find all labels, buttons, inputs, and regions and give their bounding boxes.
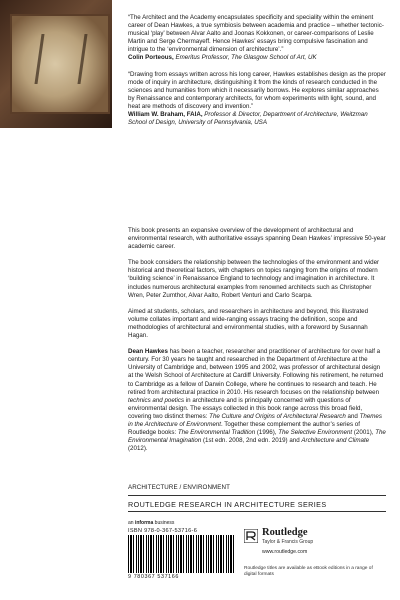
divider-bottom <box>128 511 386 512</box>
bio-text: (2001), <box>352 429 376 437</box>
routledge-logo-icon <box>244 529 258 543</box>
bio-italic: technics and poetics <box>128 396 185 404</box>
description-p3: Aimed at students, scholars, and researchers in architecture and beyond, this illustrated volume collates important and wide-ranging essays tracing the definition, scope and methodologies of architectural and environmental studies, with a foreword by Susannah Hagan. <box>128 307 369 340</box>
isbn-label: ISBN 978-0-367-53716-6 <box>128 528 198 534</box>
bio-italic: The Culture and Origins of Architectural Research <box>209 412 346 420</box>
description-p1: This book presents an expansive overview of the development of architectural and environmental research, with authoritative essays spanning Dean Hawkes’ impressive 50-year academic career. <box>128 227 386 251</box>
quote-1-name: Colin Porteous, <box>128 54 174 62</box>
publisher-group: Taylor & Francis Group <box>262 539 314 545</box>
quote-1-author <box>128 54 386 62</box>
bio-text: (1st edn. 2008, 2nd edn. 2019) and <box>201 437 302 445</box>
subject-category: ARCHITECTURE / ENVIRONMENT <box>128 484 230 491</box>
endorsements <box>128 14 386 135</box>
author-bio <box>128 348 386 453</box>
quote-1 <box>128 14 386 63</box>
informa-brand: informa <box>134 520 154 526</box>
bio-text: in architecture and is principally concerned with questions of environmental design. The essays collected in this book range across this broad field, covering two distinct themes: <box>128 396 363 420</box>
quote-2-author <box>128 111 386 127</box>
informa-suffix: business <box>153 520 175 526</box>
bio-text: (2012). <box>128 445 148 453</box>
quote-2-text: “Drawing from essays written across his long career, Hawkes establishes design as the proper mode of inquiry in architecture, distinguishing it from the kinds of research conducted in the sciences and humanities from which it necessarily borrows. He explores similar approaches by Renaissance and contemporary architects, for whom experiments with light, sound, and heat are methods of discovery and invention.” <box>128 70 386 110</box>
informa-tagline <box>128 520 174 526</box>
bio-italic: The Selective Environment <box>278 429 353 437</box>
publisher-name: Routledge <box>262 527 308 538</box>
publisher-url: www.routledge.com <box>262 549 308 555</box>
cover-photo <box>0 0 112 128</box>
bio-italic: The Environmental Imagination <box>128 429 386 445</box>
book-description <box>128 227 386 461</box>
barcode-number: 9 780367 537166 <box>128 574 179 580</box>
bio-italic: Architecture and Climate <box>301 437 370 445</box>
photo-detail <box>34 34 87 84</box>
description-p2: The book considers the relationship between the technologies of the environment and wider historical and theoretical factors, with chapters on topics ranging from the origins of modern ‘building science’ in Renaissance England to technology and imagination in architecture. It includes numerous architectural examples from renowned architects such as Christopher Wren, Peter Zumthor, Alvar Aalto, Robert Venturi and Carlo Scarpa. <box>128 259 380 299</box>
series-title: ROUTLEDGE RESEARCH IN ARCHITECTURE SERIES <box>128 500 327 509</box>
divider-top <box>128 495 386 496</box>
bio-italic: The Environmental Tradition <box>177 429 256 437</box>
quote-1-role: Emeritus Professor, The Glasgow School of Art, UK <box>175 54 317 62</box>
quote-2-name: William W. Braham, FAIA, <box>128 111 203 119</box>
barcode <box>128 528 234 582</box>
quote-2-role: Professor & Director, Department of Architecture, Weitzman School of Design, University of Pennsylvania, USA <box>128 111 368 127</box>
publisher-block <box>244 527 386 557</box>
author-name: Dean Hawkes <box>128 348 168 356</box>
ebook-note: Routledge titles are available as eBook editions in a range of digital formats <box>244 566 373 577</box>
informa-prefix: an <box>128 520 135 526</box>
bio-text: has been a teacher, researcher and practitioner of architecture for over half a century. For 30 years he taught and researched in the Department of Architecture at the University of Cambridge and, between 1995 and 2002, was professor of architectural design at the Welsh School of Architecture at Cardiff University. Following his retirement, he returned to Cambridge as a fellow of Darwin College, where he continues to research and teach. He retired from architectural practice in 2010. His research focuses on the relationship between <box>128 348 384 396</box>
barcode-bars <box>128 535 234 573</box>
bio-italic: Themes in the Architecture of Environment <box>128 412 382 428</box>
bio-text: and <box>345 412 360 420</box>
quote-1-text: “The Architect and the Academy encapsulates specificity and speciality within the eminent career of Dean Hawkes, a true symbiosis between academia and practice – whether tectonic-musical ‘play’ between Alvar Aalto and Joonas Kokkonen, or career-comparisons of Leslie Martin and Serge Chermayeff. Hence Hawkes’ essays bring compulsive fascination and intrigue to the ‘environmental dimension of architecture’.” <box>128 14 384 54</box>
bio-text: . Together these complement the author’s series of Routledge books: <box>128 420 360 437</box>
quote-2 <box>128 71 386 128</box>
bio-text: (1996), <box>255 429 279 437</box>
